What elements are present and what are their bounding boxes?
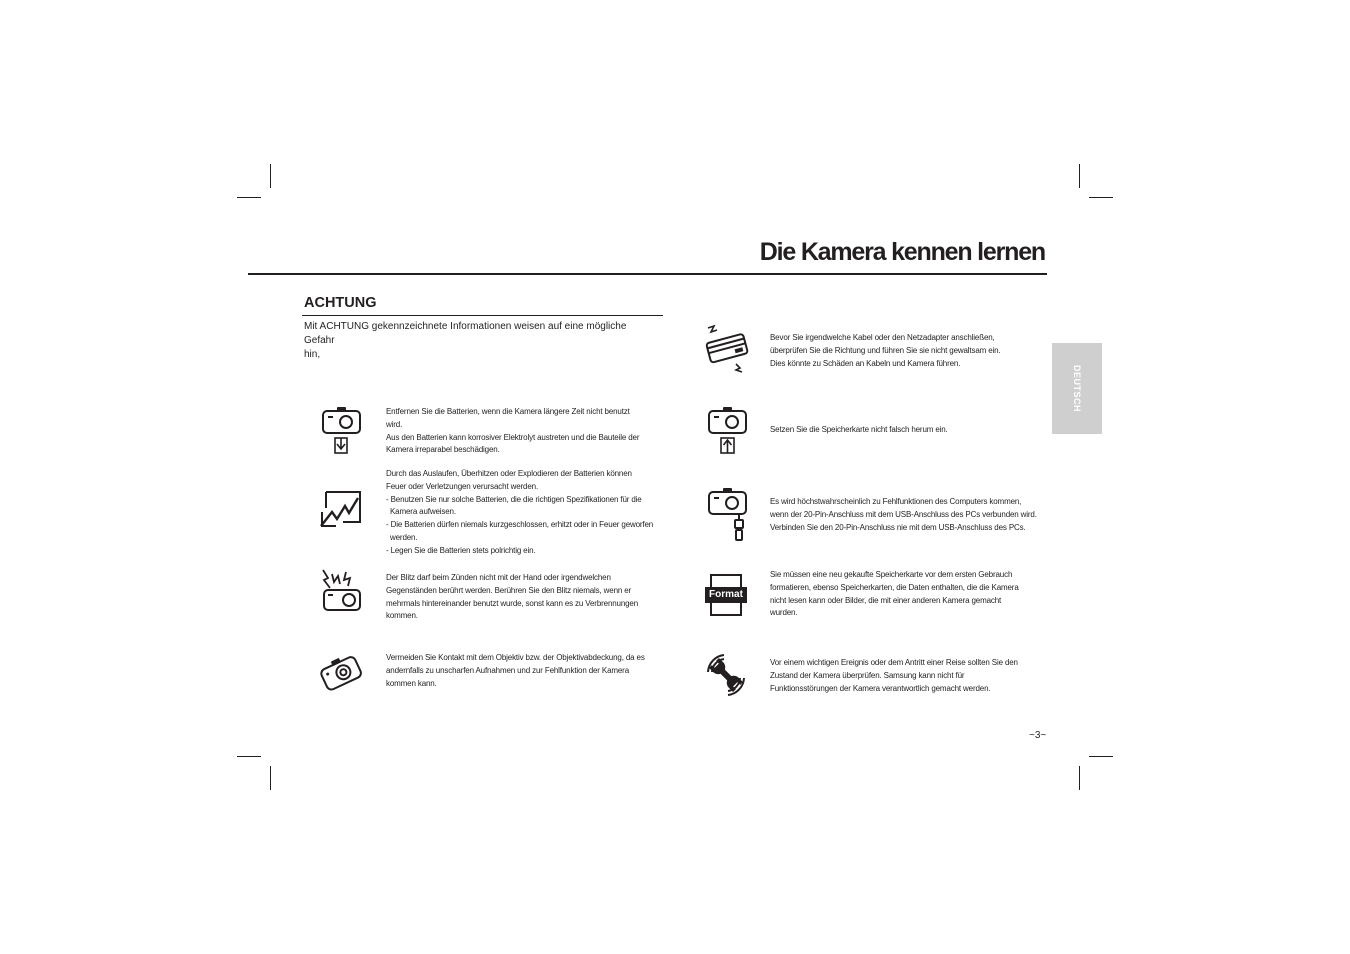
crop-mark: [270, 164, 271, 188]
page-title: Die Kamera kennen lernen: [759, 238, 1045, 266]
intro-line: Mit ACHTUNG gekennzeichnete Informationen weisen auf eine mögliche Gefahr: [304, 321, 627, 346]
text-line: Zustand der Kamera überprüfen. Samsung kann nicht für: [770, 670, 965, 680]
text-line: wenn der 20-Pin-Anschluss mit dem USB-Anschluss des PCs verbunden wird.: [770, 509, 1037, 519]
language-tab: [1052, 343, 1102, 434]
intro-line: hin,: [304, 349, 321, 360]
warning-text: [770, 496, 1037, 534]
text-line: überprüfen Sie die Richtung und führen Sie sie nicht gewaltsam ein.: [770, 345, 1001, 355]
format-label: Format: [709, 589, 743, 600]
cable-card-icon: [704, 322, 752, 374]
camera-card-insert-icon: [706, 405, 750, 457]
warning-text: [386, 572, 638, 623]
text-line: - Die Batterien dürfen niemals kurzgeschlossen, erhitzt oder in Feuer geworfen: [386, 520, 654, 530]
text-line: Aus den Batterien kann korrosiver Elektrolyt austreten und die Bauteile der: [386, 432, 640, 442]
text-line: - Benutzen Sie nur solche Batterien, die die richtigen Spezifikationen für die: [386, 494, 642, 504]
warning-text: [770, 569, 1019, 620]
warning-text: [770, 332, 1001, 370]
text-line: Verbinden Sie den 20-Pin-Anschluss nie mit dem USB-Anschluss des PCs.: [770, 522, 1026, 532]
text-line: Entfernen Sie die Batterien, wenn die Kamera längere Zeit nicht benutzt: [386, 407, 630, 416]
text-line: Kamera aufweisen.: [390, 507, 456, 517]
format-card-icon: [704, 573, 748, 625]
text-line: Vor einem wichtigen Ereignis oder dem Antritt einer Reise sollten Sie den: [770, 658, 1018, 667]
intro-text: [304, 320, 654, 362]
text-line: mehrmals hintereinander benutzt wurde, sonst kann es zu Verbrennungen: [386, 598, 639, 608]
text-line: Bevor Sie irgendwelche Kabel oder den Netzadapter anschließen,: [770, 333, 995, 342]
text-line: wird.: [386, 419, 403, 429]
crop-mark: [237, 756, 261, 757]
text-line: Sie müssen eine neu gekaufte Speicherkarte vor dem ersten Gebrauch: [770, 570, 1013, 579]
wrench-check-icon: [704, 652, 748, 698]
text-line: Kamera irreparabel beschädigen.: [386, 445, 500, 455]
crop-mark: [1079, 164, 1080, 188]
section-heading: ACHTUNG: [304, 295, 377, 311]
camera-usb-icon: [706, 486, 750, 544]
text-line: Gegenständen berührt werden. Berühren Sie den Blitz niemals, wenn er: [386, 585, 632, 595]
text-line: - Legen Sie die Batterien stets polrichtig ein.: [386, 545, 536, 555]
page-number: ~3~: [1029, 730, 1047, 741]
text-line: Dies könnte zu Schäden an Kabeln und Kamera führen.: [770, 358, 961, 368]
crop-mark: [237, 197, 261, 198]
warning-text: [386, 468, 653, 558]
text-line: Setzen Sie die Speicherkarte nicht falsch herum ein.: [770, 425, 948, 434]
text-line: Vermeiden Sie Kontakt mit dem Objektiv bzw. der Objektivabdeckung, da es: [386, 653, 645, 662]
text-line: werden.: [390, 532, 418, 542]
text-line: Durch das Auslaufen, Überhitzen oder Explodieren der Batterien können: [386, 469, 632, 478]
flash-hand-icon: [318, 566, 362, 618]
crop-mark: [1089, 756, 1113, 757]
text-line: Es wird höchstwahrscheinlich zu Fehlfunktionen des Computers kommen,: [770, 497, 1022, 506]
text-line: Feuer oder Verletzungen verursacht werden.: [386, 481, 539, 491]
title-rule: [248, 273, 1047, 275]
text-line: kommen kann.: [386, 678, 437, 688]
text-line: Der Blitz darf beim Zünden nicht mit der Hand oder irgendwelchen: [386, 573, 611, 582]
warning-text: [770, 657, 1018, 695]
language-tab-label: DEUTSCH: [1072, 364, 1082, 412]
section-rule: [302, 315, 663, 316]
text-line: formatieren, ebenso Speicherkarten, die Daten enthalten, die die Kamera: [770, 582, 1019, 592]
crop-mark: [1079, 766, 1080, 790]
warning-text: [386, 406, 639, 457]
text-line: kommen.: [386, 611, 418, 621]
camera-battery-remove-icon: [320, 405, 364, 457]
text-line: nicht lesen kann oder Bilder, die mit einer anderen Kamera gemacht: [770, 595, 1002, 605]
broken-battery-icon: [318, 486, 362, 538]
warning-text: [386, 652, 645, 690]
text-line: Funktionsstörungen der Kamera verantwortlich gemacht werden.: [770, 683, 991, 693]
warning-text: [770, 424, 948, 437]
crop-mark: [270, 766, 271, 790]
text-line: wurden.: [770, 608, 798, 618]
camera-lens-icon: [320, 650, 364, 702]
crop-mark: [1089, 197, 1113, 198]
text-line: andernfalls zu unscharfen Aufnahmen und zur Fehlfunktion der Kamera: [386, 665, 629, 675]
